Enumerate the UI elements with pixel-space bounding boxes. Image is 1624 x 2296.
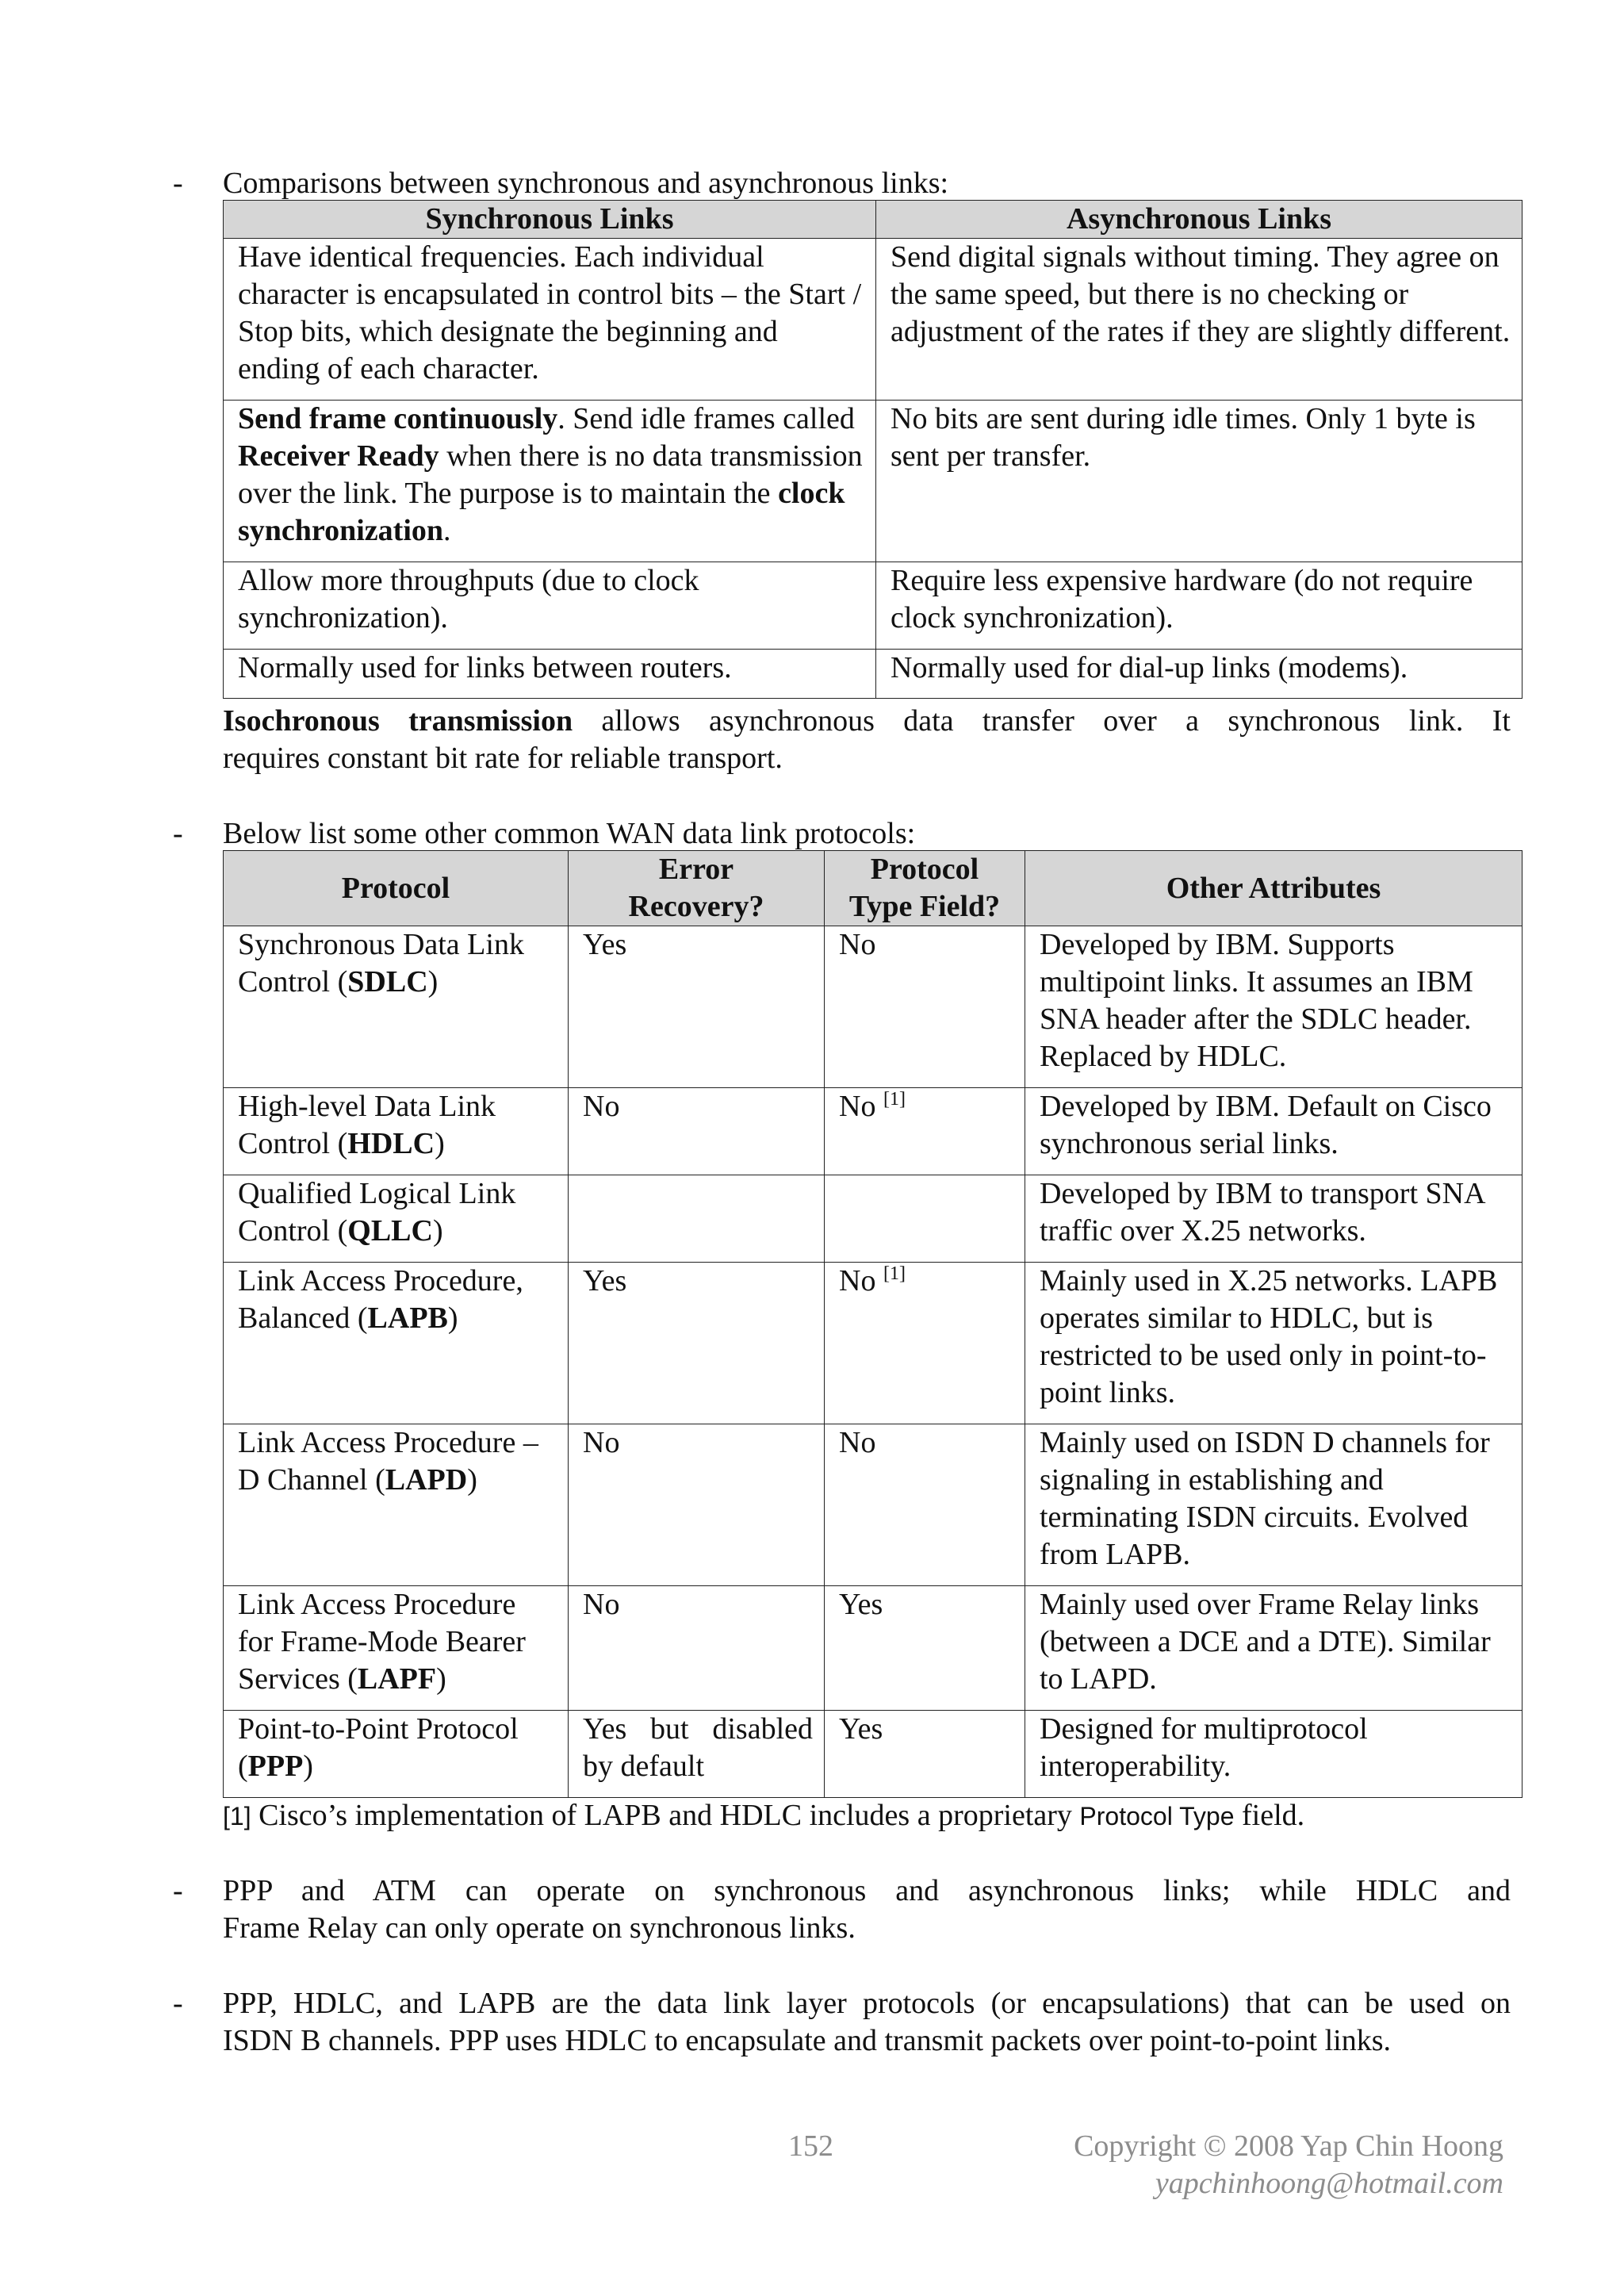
bullet-dash: - <box>173 167 183 200</box>
isdn-b-line1: PPP, HDLC, and LAPB are the data link layer protocols (or encapsulations) that can be used on <box>223 1987 1511 2020</box>
copyright-text: Copyright © 2008 Yap Chin Hoong <box>1074 2129 1503 2163</box>
page-number: 152 <box>788 2129 833 2163</box>
footnote-ref: [1] <box>883 1263 906 1284</box>
cell-protocol: Qualified Logical Link Control (QLLC) <box>224 1175 569 1263</box>
cell-type-field: No [1] <box>825 1088 1025 1175</box>
sync-async-intro: Comparisons between synchronous and asynchronous links: <box>223 167 949 200</box>
cell-error-recovery <box>569 1175 825 1263</box>
cell-error-recovery: No <box>569 1424 825 1586</box>
cell-protocol: Point-to-Point Protocol (PPP) <box>224 1711 569 1798</box>
cell-type-field: Yes <box>825 1586 1025 1711</box>
cell-sync: Send frame continuously. Send idle frames called Receiver Ready when there is no data transmission over the link. The purpose is to maintain the clock synchronization. <box>224 401 876 562</box>
table-row <box>224 1088 1522 1175</box>
cell-sync: Allow more throughputs (due to clock synchronization). <box>224 562 876 650</box>
cell-other-attributes: Developed by IBM. Supports multipoint links. It assumes an IBM SNA header after the SDLC header. Replaced by HDLC. <box>1025 926 1522 1088</box>
cell-async: Send digital signals without timing. They agree on the same speed, but there is no checking or adjustment of the rates if they are slightly different. <box>876 239 1522 401</box>
footnote-ref: [1] <box>883 1089 906 1110</box>
cell-other-attributes: Mainly used in X.25 networks. LAPB operates similar to HDLC, but is restricted to be used only in point-to-point links. <box>1025 1263 1522 1424</box>
cell-protocol: Synchronous Data Link Control (SDLC) <box>224 926 569 1088</box>
cell-error-recovery: No <box>569 1586 825 1711</box>
cell-sync: Normally used for links between routers. <box>224 650 876 699</box>
bullet-dash: - <box>173 1987 183 2020</box>
header-synchronous: Synchronous Links <box>224 201 876 239</box>
header-error-recovery: Error Recovery? <box>569 851 825 926</box>
sync-async-table <box>223 200 1522 699</box>
table-row <box>224 239 1522 401</box>
table-row <box>224 1175 1522 1263</box>
cell-protocol: Link Access Procedure, Balanced (LAPB) <box>224 1263 569 1424</box>
bullet-dash: - <box>173 1874 183 1907</box>
header-other-attributes: Other Attributes <box>1025 851 1522 926</box>
ppp-atm-line2: Frame Relay can only operate on synchronous links. <box>223 1911 856 1945</box>
cell-other-attributes: Mainly used over Frame Relay links (between a DCE and a DTE). Similar to LAPD. <box>1025 1586 1522 1711</box>
cell-protocol: High-level Data Link Control (HDLC) <box>224 1088 569 1175</box>
cell-other-attributes: Designed for multiprotocol interoperability. <box>1025 1711 1522 1798</box>
cell-type-field: No <box>825 926 1025 1088</box>
header-protocol-type-field: Protocol Type Field? <box>825 851 1025 926</box>
table-row <box>224 1424 1522 1586</box>
cell-type-field: Yes <box>825 1711 1025 1798</box>
cell-error-recovery: Yes <box>569 926 825 1088</box>
cell-type-field <box>825 1175 1025 1263</box>
cell-async: No bits are sent during idle times. Only 1 byte is sent per transfer. <box>876 401 1522 562</box>
cell-error-recovery: No <box>569 1088 825 1175</box>
table-row <box>224 1586 1522 1711</box>
footer-copyright-block <box>1074 2128 1503 2202</box>
wan-protocols-table <box>223 850 1522 1798</box>
cell-async: Require less expensive hardware (do not require clock synchronization). <box>876 562 1522 650</box>
cell-other-attributes: Developed by IBM to transport SNA traffic over X.25 networks. <box>1025 1175 1522 1263</box>
cell-error-recovery: Yes but disabled by default <box>569 1711 825 1798</box>
cell-error-recovery: Yes <box>569 1263 825 1424</box>
table-row <box>224 1263 1522 1424</box>
cell-async: Normally used for dial-up links (modems). <box>876 650 1522 699</box>
cell-type-field: No <box>825 1424 1025 1586</box>
footnote: [1] Cisco’s implementation of LAPB and HDLC includes a proprietary Protocol Type field. <box>223 1799 1305 1832</box>
wan-protocols-intro: Below list some other common WAN data link protocols: <box>223 817 916 850</box>
header-protocol: Protocol <box>224 851 569 926</box>
cell-other-attributes: Developed by IBM. Default on Cisco synchronous serial links. <box>1025 1088 1522 1175</box>
ppp-atm-line1: PPP and ATM can operate on synchronous and asynchronous links; while HDLC and <box>223 1874 1511 1907</box>
table-row <box>224 650 1522 699</box>
cell-protocol: Link Access Procedure – D Channel (LAPD) <box>224 1424 569 1586</box>
author-email: yapchinhoong@hotmail.com <box>1155 2167 1503 2200</box>
cell-sync: Have identical frequencies. Each individual character is encapsulated in control bits – the Start / Stop bits, which designate the beginning and ending of each character. <box>224 239 876 401</box>
table-row <box>224 562 1522 650</box>
bullet-dash: - <box>173 817 183 850</box>
table-row <box>224 1711 1522 1798</box>
header-asynchronous: Asynchronous Links <box>876 201 1522 239</box>
table-header-row <box>224 851 1522 926</box>
isochronous-line2: requires constant bit rate for reliable transport. <box>223 742 783 775</box>
cell-protocol: Link Access Procedure for Frame-Mode Bearer Services (LAPF) <box>224 1586 569 1711</box>
table-row <box>224 401 1522 562</box>
table-row <box>224 926 1522 1088</box>
cell-type-field: No [1] <box>825 1263 1025 1424</box>
isochronous-line1: Isochronous transmission allows asynchronous data transfer over a synchronous link. It <box>223 704 1511 738</box>
table-header-row <box>224 201 1522 239</box>
isdn-b-line2: ISDN B channels. PPP uses HDLC to encapsulate and transmit packets over point-to-point links. <box>223 2024 1392 2057</box>
cell-other-attributes: Mainly used on ISDN D channels for signaling in establishing and terminating ISDN circuits. Evolved from LAPB. <box>1025 1424 1522 1586</box>
